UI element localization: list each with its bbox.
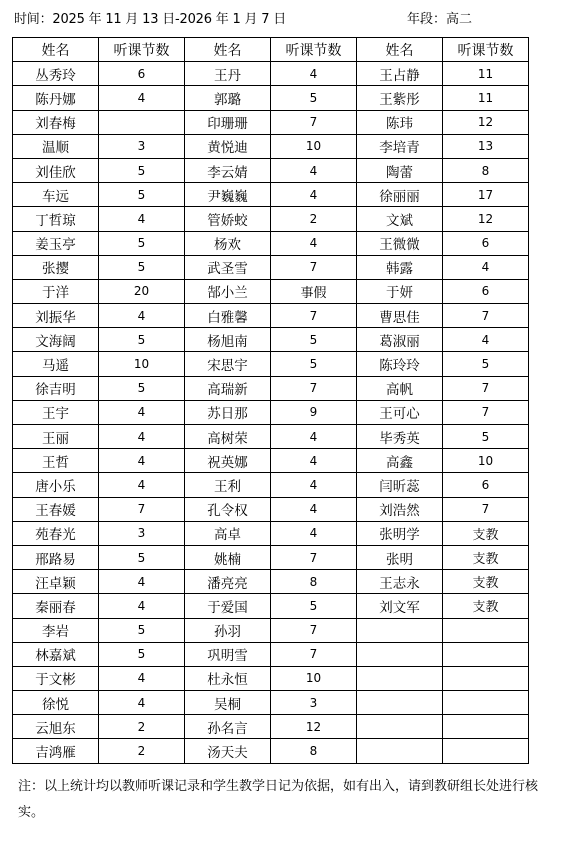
teacher-name-cell: 刘佳欣 [13, 158, 99, 182]
table-row [13, 666, 529, 690]
teacher-name-cell: 白雅馨 [185, 304, 271, 328]
teacher-name-cell: 马遥 [13, 352, 99, 376]
table-row [13, 86, 529, 110]
teacher-name-cell: 毕秀英 [357, 425, 443, 449]
teacher-name-cell: 陈玮 [357, 110, 443, 134]
lesson-count-cell: 支教 [443, 545, 529, 569]
table-row [13, 642, 529, 666]
lesson-count-cell [443, 715, 529, 739]
teacher-name-cell: 高帆 [357, 376, 443, 400]
lesson-count-cell: 6 [443, 473, 529, 497]
lesson-count-cell: 4 [99, 570, 185, 594]
teacher-name-cell: 于妍 [357, 279, 443, 303]
lesson-count-cell: 4 [443, 255, 529, 279]
lesson-count-cell: 7 [443, 400, 529, 424]
lesson-count-cell: 12 [443, 110, 529, 134]
teacher-name-cell: 温顺 [13, 134, 99, 158]
lesson-count-cell: 4 [99, 207, 185, 231]
column-header-name: 姓名 [185, 38, 271, 62]
teacher-name-cell: 李岩 [13, 618, 99, 642]
lesson-count-cell: 5 [271, 86, 357, 110]
teacher-name-cell: 韩露 [357, 255, 443, 279]
teacher-name-cell: 孙名言 [185, 715, 271, 739]
table-row [13, 545, 529, 569]
lesson-count-cell: 7 [443, 304, 529, 328]
teacher-name-cell: 徐丽丽 [357, 183, 443, 207]
table-row [13, 521, 529, 545]
grade-label: 年段：高二 [407, 12, 473, 27]
lesson-count-cell: 4 [99, 400, 185, 424]
lesson-count-cell: 4 [271, 183, 357, 207]
lesson-count-cell: 7 [99, 497, 185, 521]
teacher-name-cell: 于洋 [13, 279, 99, 303]
lesson-count-cell: 3 [271, 691, 357, 715]
teacher-name-cell: 闫昕蕊 [357, 473, 443, 497]
lesson-count-cell: 7 [271, 255, 357, 279]
lesson-count-cell [99, 110, 185, 134]
table-row [13, 110, 529, 134]
table-row [13, 400, 529, 424]
lesson-count-cell: 5 [99, 183, 185, 207]
lesson-count-cell: 10 [271, 134, 357, 158]
lesson-count-cell: 5 [99, 231, 185, 255]
teacher-name-cell: 秦丽春 [13, 594, 99, 618]
lesson-count-cell: 5 [99, 328, 185, 352]
teacher-name-cell: 车远 [13, 183, 99, 207]
teacher-name-cell: 唐小乐 [13, 473, 99, 497]
teacher-name-cell: 文海阔 [13, 328, 99, 352]
teacher-name-cell: 丁哲琼 [13, 207, 99, 231]
lesson-count-cell: 7 [271, 545, 357, 569]
lesson-count-cell: 4 [443, 328, 529, 352]
lesson-count-cell: 10 [443, 449, 529, 473]
teacher-name-cell: 印珊珊 [185, 110, 271, 134]
table-row [13, 739, 529, 763]
teacher-name-cell: 管娇蛟 [185, 207, 271, 231]
lesson-count-cell: 5 [99, 545, 185, 569]
lesson-count-cell: 5 [99, 255, 185, 279]
lesson-count-cell: 6 [443, 231, 529, 255]
lesson-observation-table [12, 37, 529, 764]
report-header [14, 6, 554, 30]
teacher-name-cell: 武圣雪 [185, 255, 271, 279]
teacher-name-cell: 巩明雪 [185, 642, 271, 666]
teacher-name-cell: 徐吉明 [13, 376, 99, 400]
lesson-count-cell: 5 [271, 352, 357, 376]
teacher-name-cell: 陈玲玲 [357, 352, 443, 376]
teacher-name-cell [357, 666, 443, 690]
lesson-count-cell: 13 [443, 134, 529, 158]
teacher-name-cell: 杨旭南 [185, 328, 271, 352]
lesson-count-cell: 8 [271, 570, 357, 594]
lesson-count-cell: 4 [99, 86, 185, 110]
lesson-count-cell [443, 642, 529, 666]
lesson-count-cell: 4 [99, 666, 185, 690]
lesson-count-cell: 2 [99, 715, 185, 739]
teacher-name-cell: 祝英娜 [185, 449, 271, 473]
column-header-count: 听课节数 [271, 38, 357, 62]
teacher-name-cell: 宋思宇 [185, 352, 271, 376]
teacher-name-cell: 汪卓颖 [13, 570, 99, 594]
footer-note: 注：以上统计均以教师听课记录和学生教学日记为依据，如有出入，请到教研组长处进行核实。 [18, 779, 539, 820]
table-row [13, 570, 529, 594]
lesson-count-cell: 4 [271, 449, 357, 473]
teacher-name-cell: 高瑞新 [185, 376, 271, 400]
teacher-name-cell: 高鑫 [357, 449, 443, 473]
teacher-name-cell: 张明 [357, 545, 443, 569]
teacher-name-cell: 尹巍巍 [185, 183, 271, 207]
table-row [13, 618, 529, 642]
table-row [13, 304, 529, 328]
lesson-count-cell [443, 666, 529, 690]
teacher-name-cell: 李培青 [357, 134, 443, 158]
lesson-count-cell: 支教 [443, 594, 529, 618]
teacher-name-cell: 杜永恒 [185, 666, 271, 690]
teacher-name-cell: 林嘉斌 [13, 642, 99, 666]
lesson-count-cell: 4 [271, 521, 357, 545]
column-header-count: 听课节数 [99, 38, 185, 62]
lesson-count-cell: 3 [99, 134, 185, 158]
teacher-name-cell: 孙羽 [185, 618, 271, 642]
teacher-name-cell: 张明学 [357, 521, 443, 545]
teacher-name-cell: 王宇 [13, 400, 99, 424]
teacher-name-cell: 姚楠 [185, 545, 271, 569]
teacher-name-cell: 刘振华 [13, 304, 99, 328]
table-row [13, 497, 529, 521]
teacher-name-cell: 黄悦迪 [185, 134, 271, 158]
teacher-name-cell: 姜玉亭 [13, 231, 99, 255]
teacher-name-cell: 王微微 [357, 231, 443, 255]
teacher-name-cell: 王利 [185, 473, 271, 497]
teacher-name-cell: 苏日那 [185, 400, 271, 424]
lesson-count-cell: 10 [271, 666, 357, 690]
table-row [13, 255, 529, 279]
lesson-count-cell: 4 [271, 425, 357, 449]
teacher-name-cell: 陶蕾 [357, 158, 443, 182]
table-row [13, 376, 529, 400]
teacher-name-cell: 葛淑丽 [357, 328, 443, 352]
lesson-count-cell: 20 [99, 279, 185, 303]
teacher-name-cell [357, 642, 443, 666]
column-header-count: 听课节数 [443, 38, 529, 62]
lesson-count-cell: 7 [443, 497, 529, 521]
teacher-name-cell: 文斌 [357, 207, 443, 231]
lesson-count-cell [443, 618, 529, 642]
table-row [13, 715, 529, 739]
teacher-name-cell: 吉鸿雁 [13, 739, 99, 763]
lesson-count-cell: 7 [271, 304, 357, 328]
lesson-count-cell: 5 [99, 642, 185, 666]
lesson-count-cell: 支教 [443, 521, 529, 545]
lesson-count-cell: 2 [271, 207, 357, 231]
lesson-count-cell: 4 [99, 594, 185, 618]
lesson-count-cell: 17 [443, 183, 529, 207]
table-row [13, 62, 529, 86]
lesson-count-cell: 7 [443, 376, 529, 400]
lesson-count-cell: 4 [99, 473, 185, 497]
table-header-row [13, 38, 529, 62]
teacher-name-cell: 李云婧 [185, 158, 271, 182]
lesson-count-cell: 8 [443, 158, 529, 182]
lesson-count-cell: 事假 [271, 279, 357, 303]
lesson-count-cell: 2 [99, 739, 185, 763]
teacher-name-cell: 刘春梅 [13, 110, 99, 134]
teacher-name-cell [357, 715, 443, 739]
lesson-count-cell: 5 [443, 352, 529, 376]
teacher-name-cell: 丛秀玲 [13, 62, 99, 86]
lesson-count-cell: 3 [99, 521, 185, 545]
teacher-name-cell: 徐悦 [13, 691, 99, 715]
teacher-name-cell: 邢路易 [13, 545, 99, 569]
teacher-name-cell: 王志永 [357, 570, 443, 594]
teacher-name-cell: 潘亮亮 [185, 570, 271, 594]
lesson-count-cell [443, 691, 529, 715]
lesson-count-cell: 4 [271, 231, 357, 255]
teacher-name-cell: 刘浩然 [357, 497, 443, 521]
teacher-name-cell: 王紫彤 [357, 86, 443, 110]
lesson-count-cell: 4 [99, 304, 185, 328]
lesson-count-cell: 4 [271, 473, 357, 497]
teacher-name-cell: 云旭东 [13, 715, 99, 739]
table-row [13, 328, 529, 352]
column-header-name: 姓名 [13, 38, 99, 62]
table-row [13, 134, 529, 158]
lesson-count-cell: 7 [271, 618, 357, 642]
table-row [13, 183, 529, 207]
lesson-count-cell: 支教 [443, 570, 529, 594]
lesson-count-cell: 7 [271, 110, 357, 134]
teacher-name-cell: 王可心 [357, 400, 443, 424]
table-row [13, 691, 529, 715]
teacher-name-cell: 曹思佳 [357, 304, 443, 328]
teacher-name-cell: 王哲 [13, 449, 99, 473]
table-row [13, 449, 529, 473]
lesson-count-cell: 6 [99, 62, 185, 86]
teacher-name-cell: 高树荣 [185, 425, 271, 449]
lesson-count-cell: 5 [271, 594, 357, 618]
teacher-name-cell: 郜小兰 [185, 279, 271, 303]
lesson-count-cell: 11 [443, 62, 529, 86]
lesson-count-cell: 4 [99, 691, 185, 715]
teacher-name-cell: 汤天夫 [185, 739, 271, 763]
teacher-name-cell: 陈丹娜 [13, 86, 99, 110]
lesson-count-cell: 4 [99, 449, 185, 473]
lesson-count-cell: 11 [443, 86, 529, 110]
lesson-count-cell: 4 [99, 425, 185, 449]
teacher-name-cell: 王丽 [13, 425, 99, 449]
table-row [13, 231, 529, 255]
teacher-name-cell: 刘文军 [357, 594, 443, 618]
teacher-name-cell: 于文彬 [13, 666, 99, 690]
table-row [13, 425, 529, 449]
lesson-count-cell: 7 [271, 376, 357, 400]
lesson-count-cell: 8 [271, 739, 357, 763]
teacher-name-cell: 苑春光 [13, 521, 99, 545]
teacher-name-cell: 吴桐 [185, 691, 271, 715]
teacher-name-cell: 王春媛 [13, 497, 99, 521]
teacher-name-cell: 郭璐 [185, 86, 271, 110]
lesson-count-cell: 4 [271, 158, 357, 182]
lesson-count-cell [443, 739, 529, 763]
lesson-count-cell: 5 [99, 158, 185, 182]
lesson-count-cell: 5 [443, 425, 529, 449]
lesson-count-cell: 4 [271, 497, 357, 521]
lesson-count-cell: 5 [99, 376, 185, 400]
lesson-count-cell: 10 [99, 352, 185, 376]
lesson-count-cell: 12 [271, 715, 357, 739]
teacher-name-cell: 王丹 [185, 62, 271, 86]
teacher-name-cell [357, 618, 443, 642]
lesson-count-cell: 5 [99, 618, 185, 642]
table-row [13, 352, 529, 376]
lesson-count-cell: 4 [271, 62, 357, 86]
teacher-name-cell: 张撄 [13, 255, 99, 279]
lesson-count-cell: 12 [443, 207, 529, 231]
teacher-name-cell: 高卓 [185, 521, 271, 545]
time-range: 时间：2025 年 11 月 13 日-2026 年 1 月 7 日 [14, 12, 287, 27]
table-row [13, 279, 529, 303]
table-row [13, 207, 529, 231]
column-header-name: 姓名 [357, 38, 443, 62]
teacher-name-cell [357, 691, 443, 715]
lesson-count-cell: 7 [271, 642, 357, 666]
lesson-count-cell: 5 [271, 328, 357, 352]
lesson-count-cell: 9 [271, 400, 357, 424]
table-row [13, 594, 529, 618]
teacher-name-cell [357, 739, 443, 763]
table-row [13, 473, 529, 497]
teacher-name-cell: 王占静 [357, 62, 443, 86]
teacher-name-cell: 杨欢 [185, 231, 271, 255]
lesson-count-cell: 6 [443, 279, 529, 303]
teacher-name-cell: 于爱国 [185, 594, 271, 618]
table-row [13, 158, 529, 182]
teacher-name-cell: 孔令权 [185, 497, 271, 521]
